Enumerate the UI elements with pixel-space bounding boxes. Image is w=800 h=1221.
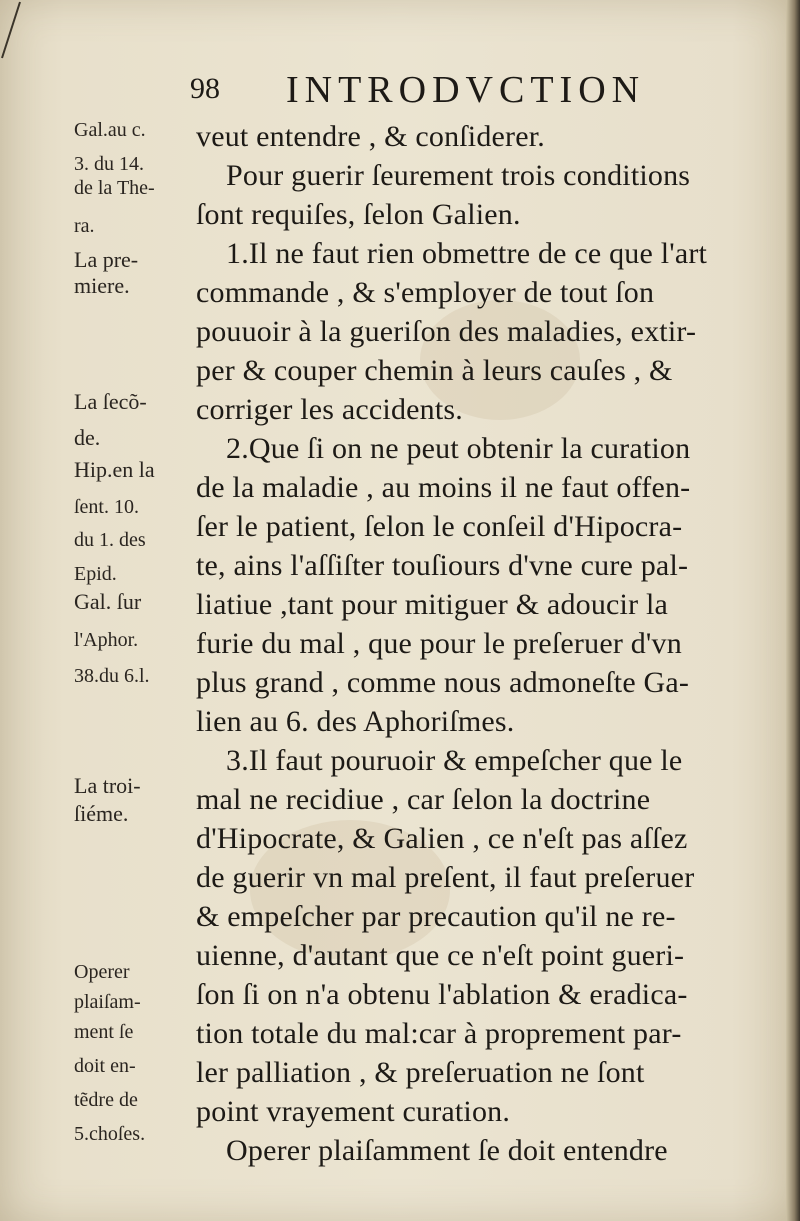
text-line: 2.Que ſi on ne peut obtenir la curation	[226, 432, 691, 465]
margin-note: du 1. des	[74, 529, 146, 551]
text-line: Pour guerir ſeurement trois conditions	[226, 159, 691, 192]
text-line: tion totale du mal:car à proprement par-	[196, 1017, 682, 1050]
text-line: commande , & s'employer de tout ſon	[196, 276, 655, 309]
running-title: INTRODVCTION	[286, 69, 646, 111]
margin-note: ra.	[74, 215, 95, 237]
margin-note: plaiſam-	[74, 991, 141, 1013]
margin-note: Gal. ſur	[74, 589, 142, 614]
margin-note: ſent. 10.	[74, 496, 139, 518]
margin-note: doit en-	[74, 1055, 136, 1077]
margin-note: Hip.en la	[74, 457, 155, 482]
text-line: ler palliation , & preſeruation ne ſont	[196, 1056, 645, 1089]
pen-stroke-mark	[0, 0, 30, 60]
margin-note: Operer	[74, 961, 130, 983]
text-line: mal ne recidiue , car ſelon la doctrine	[196, 783, 651, 816]
margin-note: La pre-	[74, 247, 139, 272]
margin-note: l'Aphor.	[74, 629, 139, 651]
text-line: plus grand , comme nous admoneſte Ga-	[196, 666, 690, 699]
text-line: furie du mal , que pour le preſeruer d'vn	[196, 627, 682, 660]
margin-note: Gal.au c.	[74, 119, 146, 141]
text-line: liatiue ,tant pour mitiguer & adoucir la	[196, 588, 669, 621]
margin-note: de la The-	[74, 177, 155, 199]
text-line: Operer plaiſamment ſe doit entendre	[226, 1134, 668, 1167]
margin-note: ment ſe	[74, 1021, 134, 1043]
main-text-column	[196, 117, 776, 1170]
margin-note: 5.choſes.	[74, 1123, 146, 1145]
text-line: de guerir vn mal preſent, il faut preſeruer	[196, 861, 695, 894]
book-gutter-edge	[786, 0, 800, 1221]
margin-note: de.	[74, 425, 101, 450]
text-line: pouuoir à la gueriſon des maladies, extir-	[196, 315, 697, 348]
margin-note: Epid.	[74, 563, 117, 585]
text-line: ſer le patient, ſelon le conſeil d'Hipocra-	[196, 510, 683, 543]
margin-note: ſiéme.	[74, 801, 129, 826]
text-line: ſont requiſes, ſelon Galien.	[196, 198, 521, 231]
text-line: per & couper chemin à leurs cauſes , &	[196, 354, 673, 387]
text-line: uienne, d'autant que ce n'eſt point gueri-	[196, 939, 685, 972]
text-line: d'Hipocrate, & Galien , ce n'eſt pas aſſez	[196, 822, 688, 855]
text-line: corriger les accidents.	[196, 393, 463, 426]
margin-note: miere.	[74, 273, 130, 298]
text-line: 3.Il faut pouruoir & empeſcher que le	[226, 744, 683, 777]
text-line: point vrayement curation.	[196, 1095, 511, 1128]
margin-note: tẽdre de	[74, 1089, 138, 1111]
text-line: lien au 6. des Aphoriſmes.	[196, 705, 515, 738]
text-line: te, ains l'aſſiſter touſiours d'vne cure pal-	[196, 549, 689, 582]
page-header	[190, 68, 710, 114]
text-line: ſon ſi on n'a obtenu l'ablation & eradica-	[196, 978, 688, 1011]
text-line: de la maladie , au moins il ne faut offen-	[196, 471, 691, 504]
margin-note: 3. du 14.	[74, 153, 144, 175]
text-line: veut entendre , & conſiderer.	[196, 120, 545, 153]
text-line: 1.Il ne faut rien obmettre de ce que l'art	[226, 237, 708, 270]
margin-note: La troi-	[74, 773, 141, 798]
margin-note: 38.du 6.l.	[74, 665, 150, 687]
margin-note: La ſecõ-	[74, 389, 147, 414]
text-line: & empeſcher par precaution qu'il ne re-	[196, 900, 676, 933]
page-number: 98	[190, 72, 220, 105]
